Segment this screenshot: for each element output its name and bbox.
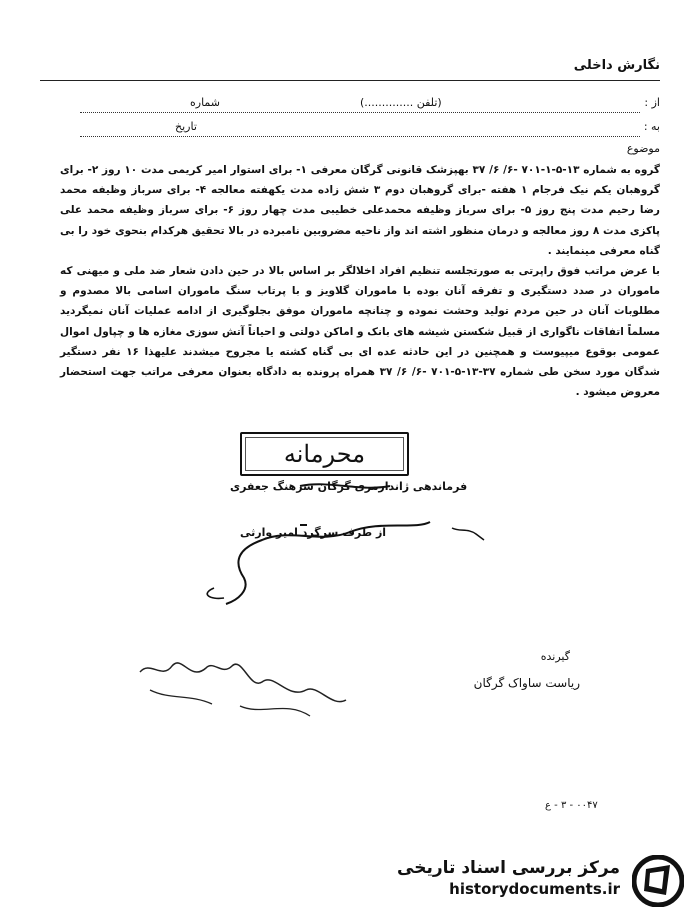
document-code: ۰۰۴۷ - ۳ - ع [545,800,598,811]
recipient-name: ریاست ساواک گرگان [473,676,580,690]
archive-name: مرکز بررسی اسناد تاریخی [397,858,620,878]
to-label: به : [643,120,660,133]
document-header-title: نگارش داخلی [573,58,660,73]
archive-logo-icon [632,855,684,907]
signature-line-1: فرماندهی ژاندارمری گرگان سرهنگ جعفری [230,480,468,493]
recipient-label: گیرنده [540,650,570,663]
signature-line-2: از طرف سرگرد امیر وارثی [240,526,387,539]
from-label: از : [644,96,660,109]
archive-watermark [397,858,620,898]
archive-url: historydocuments.ir [449,880,620,898]
phone-label: (تلفن ..............) [360,96,442,109]
subject-label: موضوع [626,142,660,155]
date-label: تاریخ [175,120,197,133]
confidential-stamp: محرمانه [240,432,409,476]
body-paragraph-2: با عرض مراتب فوق راپرتی به صورتجلسه تنظیم افراد اخلالگر بر اساس بالا در حین دادن شعار ضد ملی و میهنی که ماموران در صدد دستگیری و تفرقه آنان بوده با ماموران گلاویز و با پرتاب سنگ ماموران اسامی بالا مصدوم و مطلوبات آنان در حین مردم تولید وحشت نموده و چنانچه ماموران موفق بجلوگیری از ادامه عملیات آنان نمیگردید مسلماً اتفاقات ناگواری از قبیل شکستن شیشه های بانک و اماکن دولتی و احیاناً آتش سوزی مغازه ها و چپاول اموال عمومی بوقوع میپیوست و همچنین در این حادثه عده ای بی گناه کشته یا مجروح میشدند علیهذا ۱۶ نفر دستگیر شدگان مورد سخن طی شماره ۳۷-۱۳-۵-۷۰۱ -۶/ ۶/ ۳۷ همراه پرونده به دادگاه بعنوان معرفی مراتب جهت استحضار معروض میشود . [60,265,660,399]
number-label: شماره [190,96,221,109]
body-paragraph-1: گروه به شماره ۱۳-۵-۱-۷۰۱ -۶/ ۶/ ۳۷ بهپزشک قانونی گرگان معرفی ۱- برای استوار امیر کریمی مدت ۱۰ روز ۲- برای گروهبان یکم نیک فرجام ۱ هفته -برای گروهبان دوم ۳ شش زاده مدت یکهفته معالجه ۴- برای سرباز وظیفه محمد رضا رحیم مدت پنج روز ۵- برای سرباز وظیفه محمدعلی خطیبی مدت چهار روز ۶- برای سرباز وظیفه محمد علی پاکزی مدت ۸ روز معالجه و درمان منظور اشته اند واز ناحیه مضروبین نامبرده در بالا تحقیق هرکدام بنحوی خود را بی گناه معرفی مینمایند . [60,164,661,257]
